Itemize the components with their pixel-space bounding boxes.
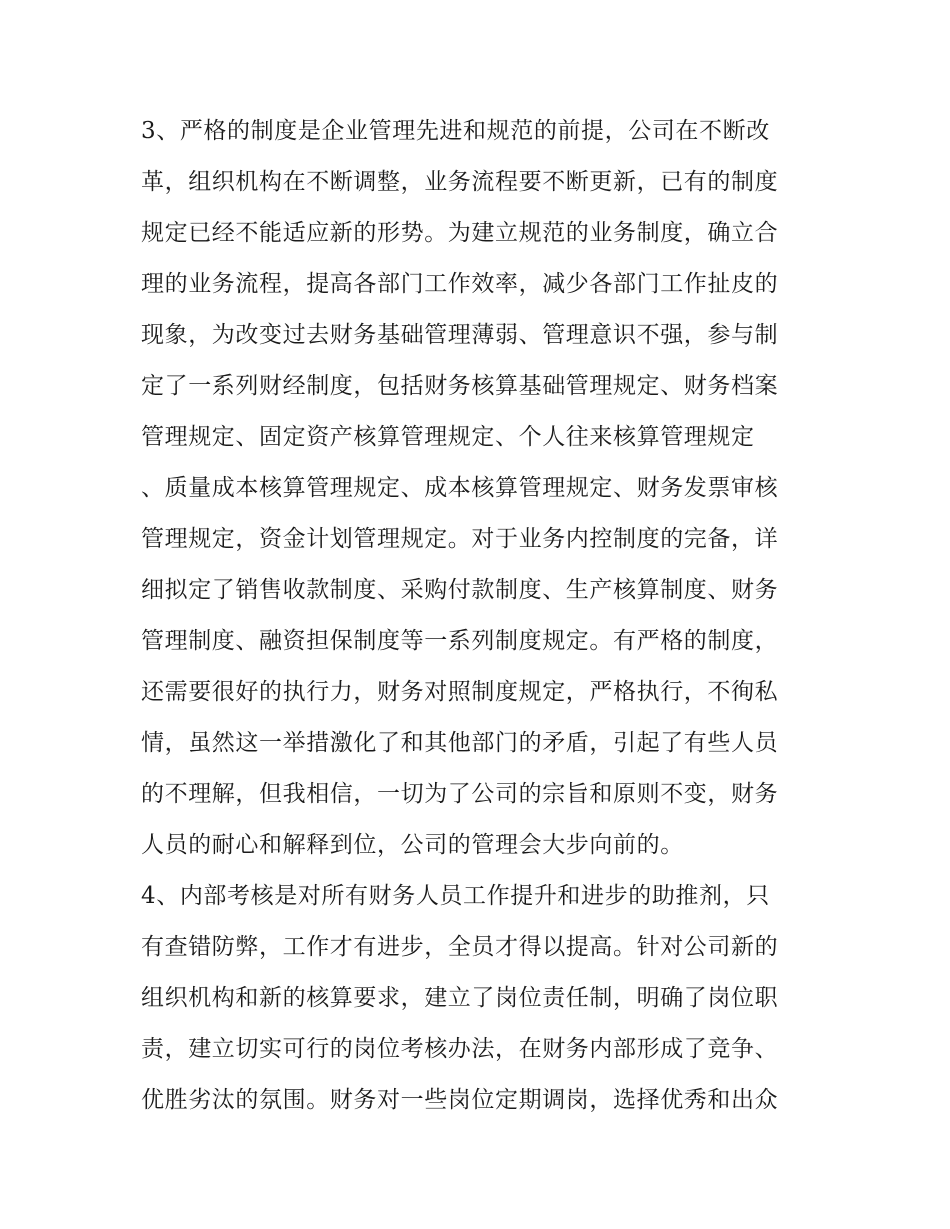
- text-line: 人员的耐心和解释到位，公司的管理会大步向前的。: [141, 832, 684, 858]
- text-line: 的不理解，但我相信，一切为了公司的宗旨和原则不变，财务: [141, 781, 779, 807]
- text-line: 情，虽然这一举措激化了和其他部门的矛盾，引起了有些人员: [141, 730, 779, 756]
- text-line: 规定已经不能适应新的形势。为建立规范的业务制度，确立合: [141, 220, 779, 246]
- text-line: 、质量成本核算管理规定、成本核算管理规定、财务发票审核: [141, 475, 779, 501]
- text-line: 组织机构和新的核算要求，建立了岗位责任制，明确了岗位职: [141, 985, 779, 1011]
- text-line: 现象，为改变过去财务基础管理薄弱、管理意识不强，参与制: [141, 322, 779, 348]
- text-line: 4、内部考核是对所有财务人员工作提升和进步的助推剂，只: [141, 883, 770, 909]
- text-line: 3、严格的制度是企业管理先进和规范的前提，公司在不断改: [141, 118, 770, 144]
- text-line: 定了一系列财经制度，包括财务核算基础管理规定、财务档案: [141, 373, 779, 399]
- text-line: 理的业务流程，提高各部门工作效率，减少各部门工作扯皮的: [141, 271, 779, 297]
- text-line: 管理制度、融资担保制度等一系列制度规定。有严格的制度，: [141, 628, 779, 654]
- text-line: 细拟定了销售收款制度、采购付款制度、生产核算制度、财务: [141, 577, 779, 603]
- text-line: 有查错防弊，工作才有进步，全员才得以提高。针对公司新的: [141, 934, 779, 960]
- text-line: 管理规定，资金计划管理规定。对于业务内控制度的完备，详: [141, 526, 779, 552]
- text-line: 还需要很好的执行力，财务对照制度规定，严格执行，不徇私: [141, 679, 779, 705]
- text-line: 责，建立切实可行的岗位考核办法，在财务内部形成了竞争、: [141, 1036, 779, 1062]
- body-text: [141, 106, 821, 1126]
- text-line: 革，组织机构在不断调整，业务流程要不断更新，已有的制度: [141, 169, 779, 195]
- text-line: 管理规定、固定资产核算管理规定、个人往来核算管理规定: [141, 424, 755, 450]
- text-line: 优胜劣汰的氛围。财务对一些岗位定期调岗，选择优秀和出众: [141, 1087, 779, 1113]
